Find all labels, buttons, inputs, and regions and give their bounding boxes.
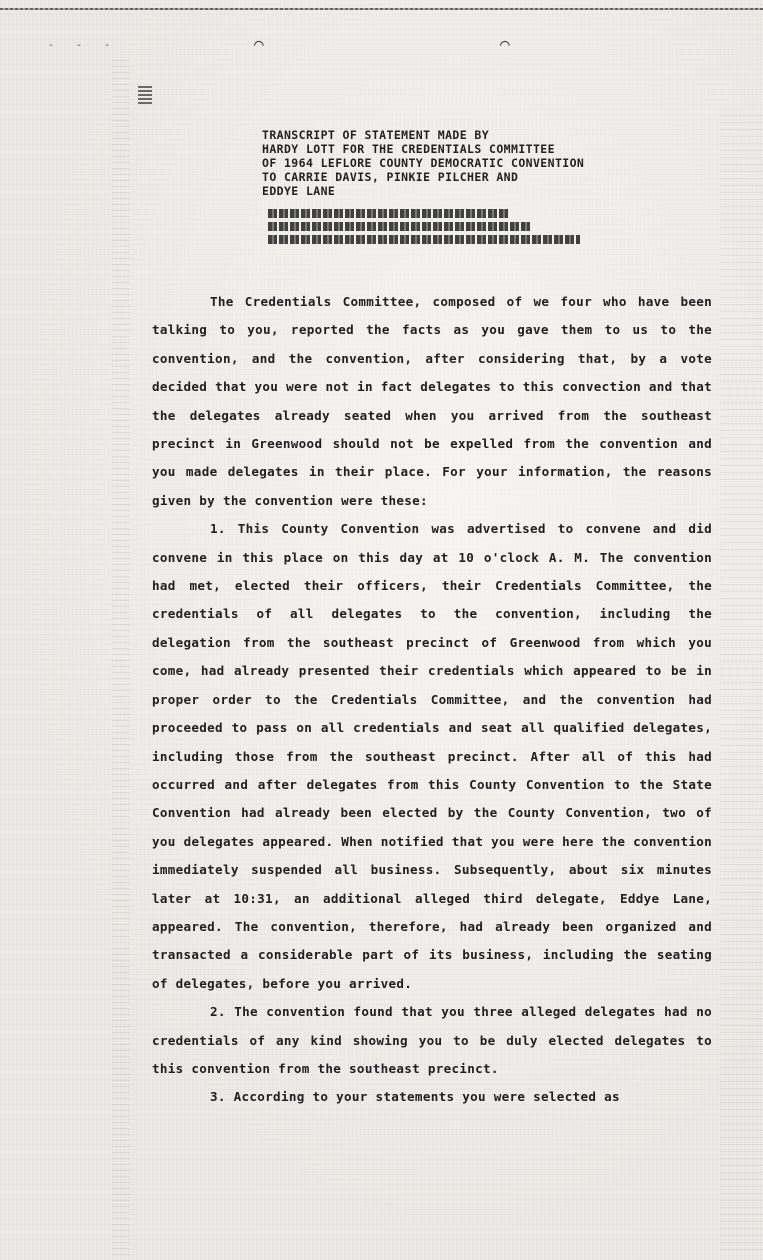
header-line: TO CARRIE DAVIS, PINKIE PILCHER AND [262,170,519,184]
strikethrough-line [268,222,530,231]
paragraph: 1. This County Convention was advertised to convene and did convene in this place on this day at 10 o'clock A. M. The convention had met, elected their officers, their Credentials Committee, the credentials of all delegates to the convention, including the delegation from the southeast precinct of Greenwood from which you come, had already presented their credentials which appeared to be in proper order to the Credentials Committee, and the convention had proceeded to pass on all credentials and seat all qualified delegates, including those from the southeast precinct. After all of this had occurred and after delegates from this County Convention to the State Convention had already been elected by the County Convention, two of you delegates appeared. When notified that you were here the convention immediately suspended all business. Subsequently, about six minutes later at 10:31, an additional alleged third delegate, Eddye Lane, appeared. The convention, therefore, had already been organized and transacted a considerable part of its business, including the seating of delegates, before you arrived. [152,521,712,991]
document-header [262,128,584,198]
scan-noise-left [112,55,130,1255]
strikethrough-line [268,235,580,244]
header-line: EDDYE LANE [262,184,336,198]
page-top-edge [0,8,763,10]
punch-mark-right: ⌒ [500,34,510,53]
ink-smudge [138,84,152,104]
punch-mark-left: ⌒ [254,34,264,53]
paragraph: The Credentials Committee, composed of we four who have been talking to you, reported the facts as you gave them to us to the convention, and the convention, after considering that, by a vote decided that you were not in fact delegates to this convection and that the delegates already seated when you arrived from the southeast precinct in Greenwood should not be expelled from the convention and you made delegates in their place. For your information, the reasons given by the convention were these: [152,294,712,508]
scan-marks: - - - [48,40,119,51]
strikethrough-line [268,209,508,218]
header-line: OF 1964 LEFLORE COUNTY DEMOCRATIC CONVENTION [262,156,585,170]
header-line: TRANSCRIPT OF STATEMENT MADE BY [262,128,490,142]
struck-out-typing [268,209,588,248]
paragraph: 2. The convention found that you three alleged delegates had no credentials of any kind showing you to be duly elected delegates to this convention from the southeast precinct. [152,1004,712,1076]
paragraph: 3. According to your statements you were selected as [210,1089,620,1105]
scan-noise-right [720,110,763,1250]
header-line: HARDY LOTT FOR THE CREDENTIALS COMMITTEE [262,142,555,156]
document-body [152,288,712,1112]
